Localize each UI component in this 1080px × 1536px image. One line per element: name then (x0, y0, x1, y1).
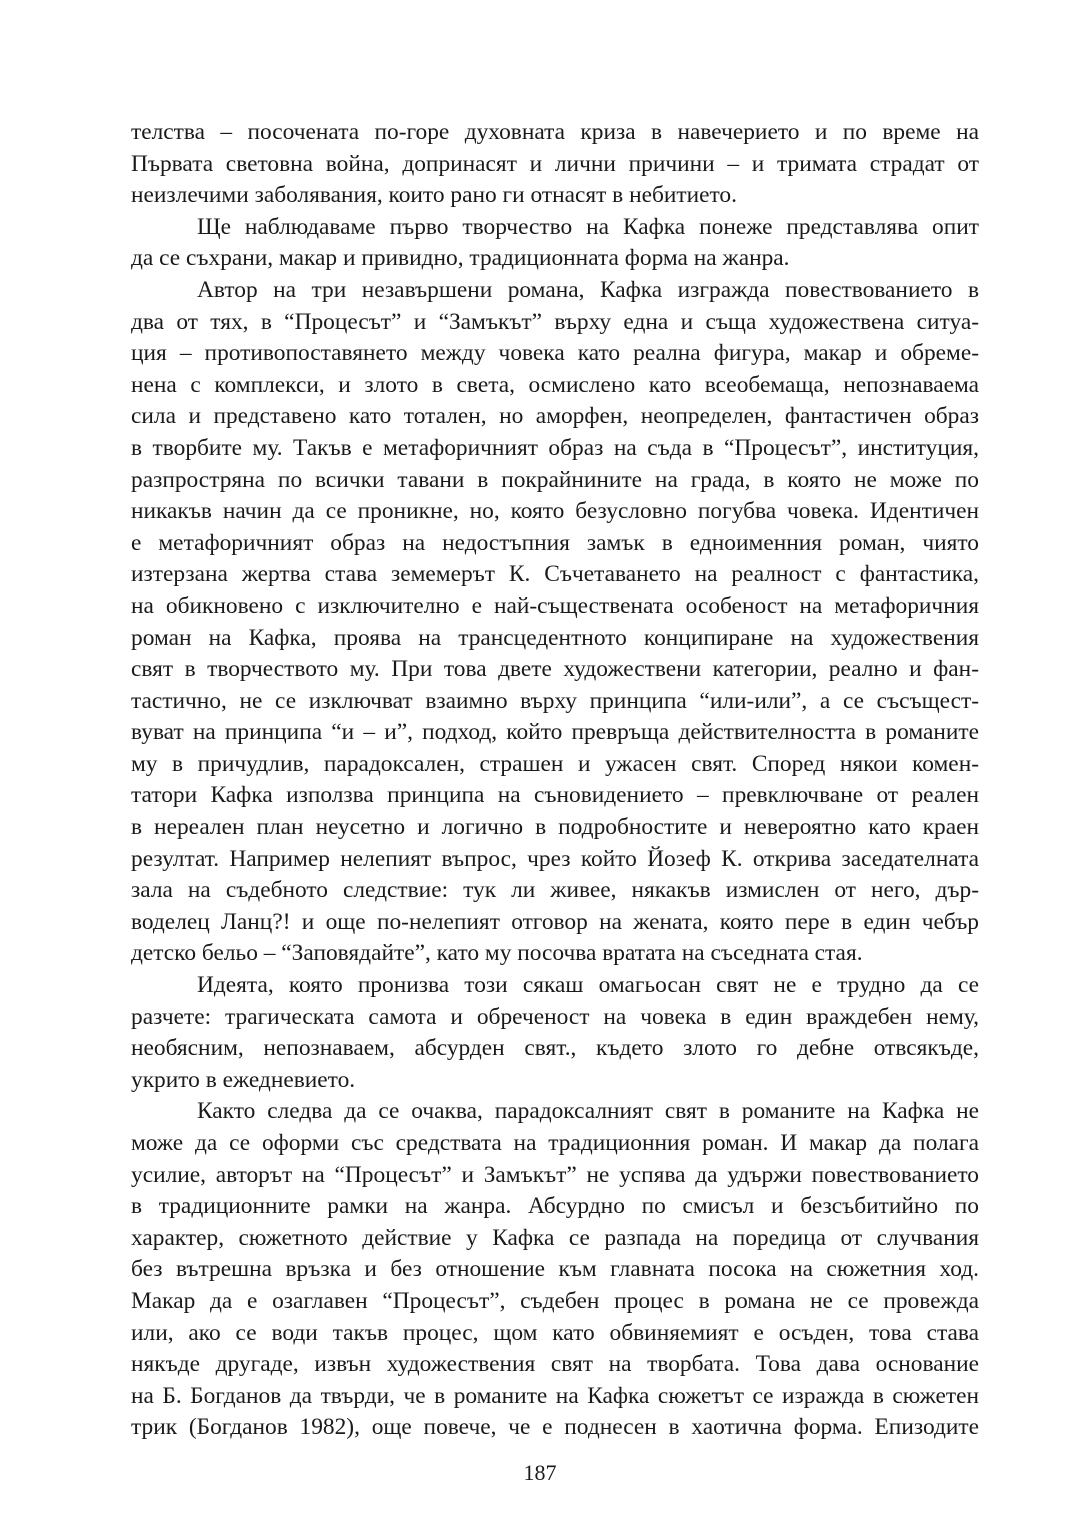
text-line: или, ако се води такъв процес, щом като обвиняемият е осъден, това става (131, 1319, 979, 1346)
text-line: на Б. Богданов да твърди, че в романите на Кафка сюжетът се изражда в сюжетен (131, 1382, 979, 1409)
text-line: Първата световна война, допринасят и лични причини – и тримата страдат от (131, 150, 979, 177)
text-line: без вътрешна връзка и без отношение към главната посока на сюжетния ход. (131, 1256, 979, 1283)
text-line: вуват на принципа “и – и”, подход, който превръща действителността в романите (131, 719, 979, 746)
text-line: в нереален план неусетно и логично в подробностите и невероятно като краен (131, 814, 979, 841)
text-line: някъде другаде, извън художествения свят на творбата. Това дава основание (131, 1351, 979, 1378)
text-line: трик (Богданов 1982), още повече, че е поднесен в хаотична форма. Епизодите (131, 1414, 979, 1441)
text-line: ция – противопоставянето между човека като реална фигура, макар и обреме- (131, 340, 979, 367)
text-line: необясним, непознаваем, абсурден свят., където злото го дебне отвсякъде, (131, 1035, 979, 1062)
text-line: два от тях, в “Процесът” и “Замъкът” върху една и съща художествена ситуа- (131, 308, 979, 335)
text-line: зала на съдебното следствие: тук ли живее, някакъв измислен от него, дър- (131, 877, 979, 904)
text-line: усилие, авторът на “Процесът” и Замъкът” не успява да удържи повествованието (131, 1161, 979, 1188)
text-line: Автор на три незавършени романа, Кафка изгражда повествованието в (197, 276, 979, 303)
text-line: детско бельо – “Заповядайте”, като му посочва вратата на съседната стая. (131, 940, 863, 967)
text-line: изтерзана жертва става земемерът К. Съчетаването на реалност с фантастика, (131, 561, 979, 588)
text-line: сила и представено като тотален, но аморфен, неопределен, фантастичен образ (131, 403, 979, 430)
text-line: свят в творчеството му. При това двете художествени категории, реално и фан- (131, 656, 979, 683)
text-line: да се съхрани, макар и привидно, традиционната форма на жанра. (131, 245, 790, 272)
text-line: характер, сюжетното действие у Кафка се разпада на поредица от случвания (131, 1224, 979, 1251)
text-line: е метафоричният образ на недостъпния замък в едноименния роман, чиято (131, 529, 979, 556)
text-line: разчете: трагическата самота и обреченост на човека в един враждебен нему, (131, 1003, 979, 1030)
text-line: Както следва да се очаква, парадоксалният свят в романите на Кафка не (197, 1098, 979, 1125)
text-line: никакъв начин да се проникне, но, която безусловно погубва човека. Идентичен (131, 498, 979, 525)
text-line: може да се оформи със средствата на традиционния роман. И макар да полага (131, 1130, 979, 1156)
text-line: роман на Кафка, проява на трансцедентното конципиране на художествения (131, 624, 979, 651)
text-line: Макар да е озаглавен “Процесът”, съдебен процес в романа не се провежда (131, 1287, 979, 1314)
text-line: нена с комплекси, и злото в света, осмислено като всеобемаща, непознаваема (131, 371, 979, 398)
text-line: резултат. Например нелепият въпрос, чрез който Йозеф К. открива заседателната (131, 845, 979, 872)
page-number: 187 (523, 1460, 557, 1485)
text-line: разпростряна по всички тавани в покрайнините на града, в която не може по (131, 466, 979, 493)
text-line: неизлечими заболявания, които рано ги отнасят в небитието. (131, 182, 737, 209)
body-text (131, 117, 979, 1444)
text-line: тастично, не се изключват взаимно върху принципа “или-или”, а се съсъщест- (131, 687, 979, 714)
text-line: укрито в ежедневието. (131, 1066, 356, 1093)
text-line: в творбите му. Такъв е метафоричният образ на съда в “Процесът”, институция, (131, 434, 979, 461)
text-line: в традиционните рамки на жанра. Абсурдно по смисъл и безсъбитийно по (131, 1193, 979, 1220)
page-body (131, 117, 979, 1444)
text-line: воделец Ланц?! и още по-нелепият отговор на жената, която пере в един чебър (131, 908, 979, 935)
text-line: на обикновено с изключително е най-съществената особеност на метафоричния (131, 592, 979, 619)
text-line: му в причудлив, парадоксален, страшен и ужасен свят. Според някои комен- (131, 750, 979, 777)
text-line: Идеята, която пронизва този сякаш омагьосан свят не е трудно да се (197, 972, 979, 999)
text-line: татори Кафка използва принципа на съновидението – превключване от реален (131, 782, 979, 809)
text-line: Ще наблюдаваме първо творчество на Кафка понеже представлява опит (197, 213, 979, 240)
text-line: телства – посочената по-горе духовната криза в навечерието и по време на (131, 119, 979, 145)
